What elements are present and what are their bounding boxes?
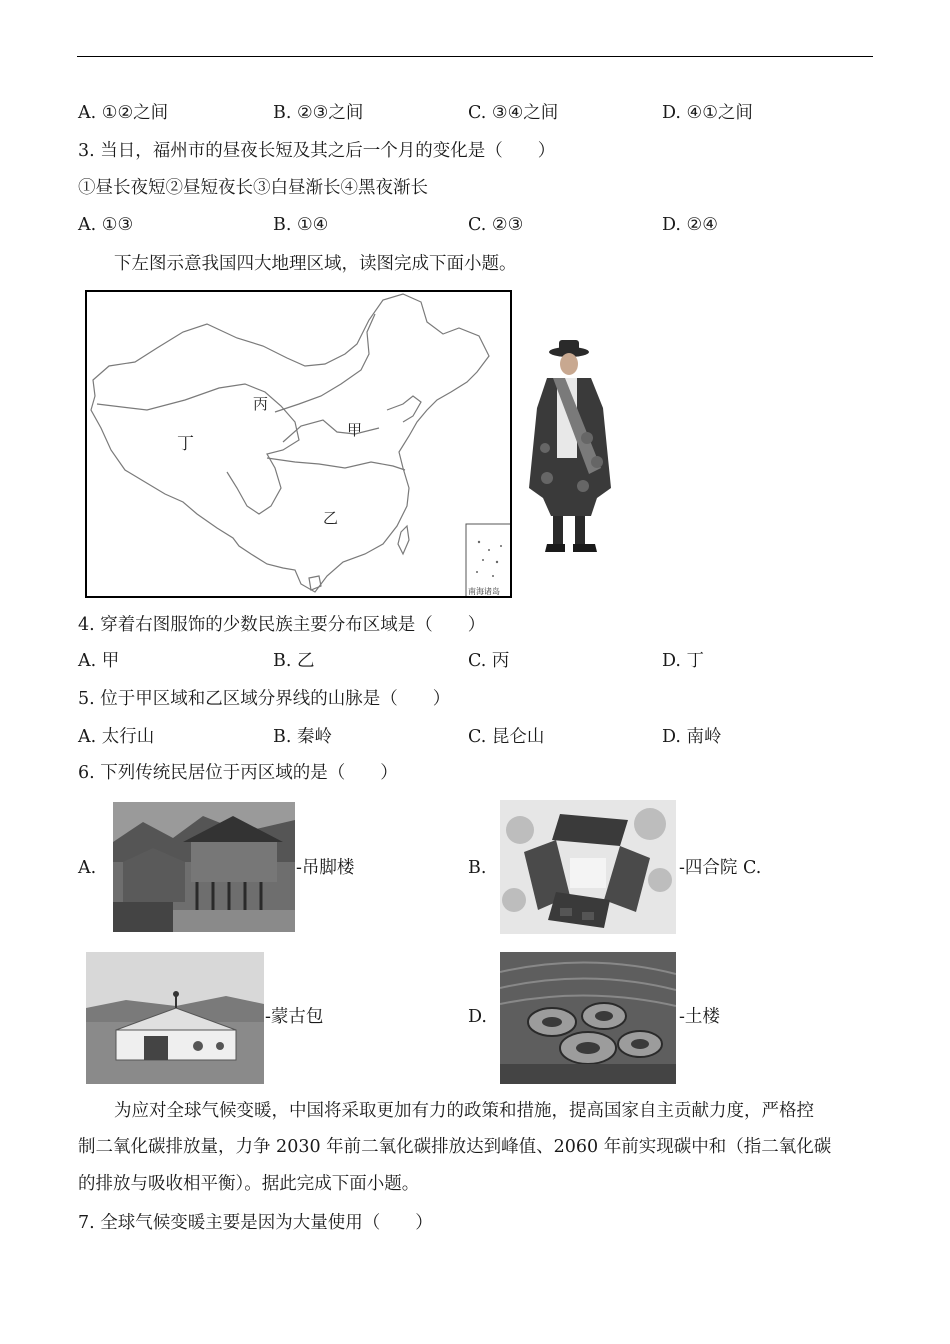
region-label-ding: 丁 [177,434,194,454]
q6-stem: 6. 下列传统民居位于丙区域的是（ ） [78,763,398,783]
q4-option-b[interactable]: B. 乙 [273,651,315,671]
china-outline-svg [87,292,512,598]
q4-option-a[interactable]: A. 甲 [78,651,120,671]
q2-option-c[interactable]: C. ③④之间 [468,103,559,123]
q3-items: ①昼长夜短②昼短夜长③白昼渐长④黑夜渐长 [78,178,428,198]
q2-option-b[interactable]: B. ②③之间 [273,103,364,123]
q5-option-b[interactable]: B. 秦岭 [273,727,332,747]
stilt-house-photo[interactable] [113,802,295,932]
q6-option-a-label[interactable]: A. [78,858,97,878]
yurt-photo[interactable] [86,952,264,1084]
q3-option-d[interactable]: D. ②④ [662,215,718,235]
siheyuan-photo[interactable] [500,800,676,934]
region-label-bing: 丙 [253,395,269,413]
q2-option-d[interactable]: D. ④①之间 [662,103,753,123]
q5-option-c[interactable]: C. 昆仑山 [468,727,545,747]
q6-caption-b: -四合院 C. [679,858,762,878]
tulou-photo[interactable] [500,952,676,1084]
region-label-jia: 甲 [347,421,363,439]
q4-option-c[interactable]: C. 丙 [468,651,510,671]
q7-stem: 7. 全球气候变暖主要是因为大量使用（ ） [78,1213,433,1233]
q6-caption-d: -土楼 [679,1007,720,1027]
region-label-yi: 乙 [323,509,339,527]
regions-intro: 下左图示意我国四大地理区域，读图完成下面小题。 [114,254,517,274]
ethnic-costume-figure [517,338,617,558]
q3-option-b[interactable]: B. ①④ [273,215,329,235]
q2-option-a[interactable]: A. ①②之间 [78,103,169,123]
passage-line-1: 为应对全球气候变暖，中国将采取更加有力的政策和措施，提高国家自主贡献力度，严格控 [114,1101,814,1121]
q3-option-a[interactable]: A. ①③ [78,215,134,235]
q6-caption-c: -蒙古包 [265,1007,324,1027]
q6-option-d-label[interactable]: D. [468,1007,487,1027]
q5-option-d[interactable]: D. 南岭 [662,727,722,747]
q3-stem: 3. 当日，福州市的昼夜长短及其之后一个月的变化是（ ） [78,141,556,161]
q3-option-c[interactable]: C. ②③ [468,215,524,235]
q5-option-a[interactable]: A. 太行山 [78,727,155,747]
q5-stem: 5. 位于甲区域和乙区域分界线的山脉是（ ） [78,689,451,709]
q6-option-b-label[interactable]: B. [468,858,487,878]
q4-option-d[interactable]: D. 丁 [662,651,705,671]
q6-caption-a: -吊脚楼 [296,858,355,878]
china-regions-map [85,290,512,598]
q4-stem: 4. 穿着右图服饰的少数民族主要分布区域是（ ） [78,615,486,635]
passage-line-2: 制二氧化碳排放量，力争 2030 年前二氧化碳排放达到峰值、2060 年前实现碳中和（指二氧化碳 [78,1137,832,1157]
inset-label: 南海诸岛 [468,587,500,596]
passage-line-3: 的排放与吸收相平衡）。据此完成下面小题。 [78,1174,420,1194]
header-rule [77,56,873,57]
